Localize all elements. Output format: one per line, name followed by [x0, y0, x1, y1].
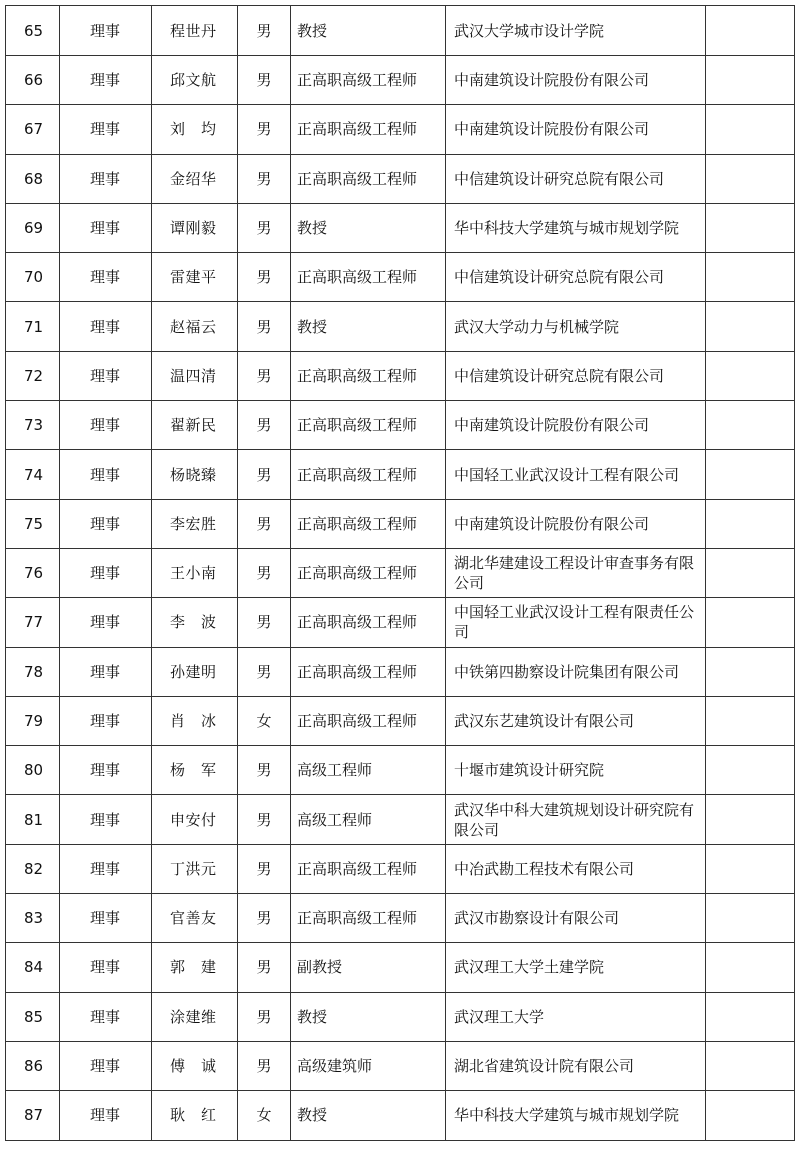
remarks-cell: [706, 6, 795, 56]
row-number: 68: [6, 154, 60, 203]
remarks-cell: [706, 795, 795, 844]
row-number: 75: [6, 499, 60, 548]
remarks-cell: [706, 598, 795, 647]
table-row: [6, 548, 795, 597]
table-row: [6, 647, 795, 696]
job-title-cell: 教授: [291, 302, 446, 351]
remarks-cell: [706, 992, 795, 1041]
remarks-cell: [706, 56, 795, 105]
name-cell: 刘 均: [152, 105, 238, 154]
role-cell: 理事: [60, 598, 152, 647]
name-cell: 王小南: [152, 548, 238, 597]
organization-cell: 武汉大学动力与机械学院: [446, 302, 706, 351]
organization-cell: 华中科技大学建筑与城市规划学院: [446, 203, 706, 252]
role-cell: 理事: [60, 943, 152, 992]
row-number: 78: [6, 647, 60, 696]
name-cell: 邱文航: [152, 56, 238, 105]
table-row: [6, 696, 795, 745]
role-cell: 理事: [60, 548, 152, 597]
row-number: 82: [6, 844, 60, 893]
remarks-cell: [706, 1091, 795, 1140]
organization-cell: 武汉市勘察设计有限公司: [446, 894, 706, 943]
name-cell: 金绍华: [152, 154, 238, 203]
table-row: [6, 992, 795, 1041]
organization-cell: 湖北华建建设工程设计审查事务有限公司: [446, 548, 706, 597]
job-title-cell: 正高职高级工程师: [291, 844, 446, 893]
job-title-cell: 教授: [291, 1091, 446, 1140]
name-cell: 肖 冰: [152, 696, 238, 745]
row-number: 76: [6, 548, 60, 597]
remarks-cell: [706, 844, 795, 893]
remarks-cell: [706, 450, 795, 499]
role-cell: 理事: [60, 105, 152, 154]
remarks-cell: [706, 105, 795, 154]
organization-cell: 中信建筑设计研究总院有限公司: [446, 154, 706, 203]
job-title-cell: 正高职高级工程师: [291, 253, 446, 302]
job-title-cell: 教授: [291, 6, 446, 56]
row-number: 67: [6, 105, 60, 154]
role-cell: 理事: [60, 351, 152, 400]
gender-cell: 男: [238, 302, 291, 351]
job-title-cell: 高级工程师: [291, 795, 446, 844]
table-row: [6, 253, 795, 302]
organization-cell: 中南建筑设计院股份有限公司: [446, 401, 706, 450]
table-row: [6, 894, 795, 943]
name-cell: 耿 红: [152, 1091, 238, 1140]
job-title-cell: 正高职高级工程师: [291, 401, 446, 450]
remarks-cell: [706, 746, 795, 795]
row-number: 81: [6, 795, 60, 844]
job-title-cell: 正高职高级工程师: [291, 894, 446, 943]
gender-cell: 男: [238, 548, 291, 597]
gender-cell: 男: [238, 795, 291, 844]
table-row: [6, 450, 795, 499]
name-cell: 程世丹: [152, 6, 238, 56]
name-cell: 郭 建: [152, 943, 238, 992]
organization-cell: 中南建筑设计院股份有限公司: [446, 105, 706, 154]
name-cell: 丁洪元: [152, 844, 238, 893]
gender-cell: 男: [238, 894, 291, 943]
job-title-cell: 正高职高级工程师: [291, 56, 446, 105]
gender-cell: 男: [238, 844, 291, 893]
organization-cell: 中国轻工业武汉设计工程有限公司: [446, 450, 706, 499]
row-number: 79: [6, 696, 60, 745]
remarks-cell: [706, 351, 795, 400]
gender-cell: 男: [238, 203, 291, 252]
gender-cell: 男: [238, 253, 291, 302]
gender-cell: 男: [238, 499, 291, 548]
job-title-cell: 高级建筑师: [291, 1041, 446, 1090]
remarks-cell: [706, 894, 795, 943]
row-number: 74: [6, 450, 60, 499]
role-cell: 理事: [60, 56, 152, 105]
table-row: [6, 105, 795, 154]
job-title-cell: 教授: [291, 203, 446, 252]
gender-cell: 女: [238, 1091, 291, 1140]
row-number: 70: [6, 253, 60, 302]
remarks-cell: [706, 401, 795, 450]
role-cell: 理事: [60, 450, 152, 499]
job-title-cell: 正高职高级工程师: [291, 647, 446, 696]
remarks-cell: [706, 302, 795, 351]
job-title-cell: 正高职高级工程师: [291, 105, 446, 154]
table-row: [6, 302, 795, 351]
name-cell: 李宏胜: [152, 499, 238, 548]
organization-cell: 中国轻工业武汉设计工程有限责任公司: [446, 598, 706, 647]
job-title-cell: 正高职高级工程师: [291, 450, 446, 499]
job-title-cell: 正高职高级工程师: [291, 696, 446, 745]
gender-cell: 男: [238, 598, 291, 647]
role-cell: 理事: [60, 401, 152, 450]
role-cell: 理事: [60, 746, 152, 795]
name-cell: 涂建维: [152, 992, 238, 1041]
organization-cell: 武汉理工大学土建学院: [446, 943, 706, 992]
role-cell: 理事: [60, 992, 152, 1041]
row-number: 73: [6, 401, 60, 450]
job-title-cell: 教授: [291, 992, 446, 1041]
remarks-cell: [706, 647, 795, 696]
row-number: 69: [6, 203, 60, 252]
gender-cell: 女: [238, 696, 291, 745]
name-cell: 雷建平: [152, 253, 238, 302]
gender-cell: 男: [238, 351, 291, 400]
organization-cell: 武汉理工大学: [446, 992, 706, 1041]
remarks-cell: [706, 154, 795, 203]
organization-cell: 中信建筑设计研究总院有限公司: [446, 253, 706, 302]
row-number: 84: [6, 943, 60, 992]
row-number: 86: [6, 1041, 60, 1090]
row-number: 83: [6, 894, 60, 943]
name-cell: 傅 诚: [152, 1041, 238, 1090]
job-title-cell: 副教授: [291, 943, 446, 992]
remarks-cell: [706, 696, 795, 745]
role-cell: 理事: [60, 499, 152, 548]
table-body: [6, 6, 795, 1141]
table-row: [6, 795, 795, 844]
job-title-cell: 正高职高级工程师: [291, 154, 446, 203]
name-cell: 孙建明: [152, 647, 238, 696]
job-title-cell: 高级工程师: [291, 746, 446, 795]
organization-cell: 武汉华中科大建筑规划设计研究院有限公司: [446, 795, 706, 844]
role-cell: 理事: [60, 1041, 152, 1090]
role-cell: 理事: [60, 647, 152, 696]
organization-cell: 中铁第四勘察设计院集团有限公司: [446, 647, 706, 696]
table-row: [6, 844, 795, 893]
gender-cell: 男: [238, 647, 291, 696]
name-cell: 官善友: [152, 894, 238, 943]
name-cell: 温四清: [152, 351, 238, 400]
role-cell: 理事: [60, 844, 152, 893]
role-cell: 理事: [60, 203, 152, 252]
table-row: [6, 598, 795, 647]
gender-cell: 男: [238, 401, 291, 450]
name-cell: 谭刚毅: [152, 203, 238, 252]
gender-cell: 男: [238, 6, 291, 56]
gender-cell: 男: [238, 56, 291, 105]
organization-cell: 中信建筑设计研究总院有限公司: [446, 351, 706, 400]
role-cell: 理事: [60, 302, 152, 351]
gender-cell: 男: [238, 154, 291, 203]
role-cell: 理事: [60, 696, 152, 745]
table-row: [6, 154, 795, 203]
row-number: 80: [6, 746, 60, 795]
row-number: 66: [6, 56, 60, 105]
row-number: 65: [6, 6, 60, 56]
table-row: [6, 1041, 795, 1090]
organization-cell: 中冶武勘工程技术有限公司: [446, 844, 706, 893]
gender-cell: 男: [238, 992, 291, 1041]
table-row: [6, 499, 795, 548]
name-cell: 赵福云: [152, 302, 238, 351]
table-row: [6, 56, 795, 105]
job-title-cell: 正高职高级工程师: [291, 499, 446, 548]
table-row: [6, 351, 795, 400]
organization-cell: 湖北省建筑设计院有限公司: [446, 1041, 706, 1090]
name-cell: 杨 军: [152, 746, 238, 795]
remarks-cell: [706, 1041, 795, 1090]
member-table: [5, 5, 795, 1141]
gender-cell: 男: [238, 746, 291, 795]
role-cell: 理事: [60, 253, 152, 302]
row-number: 77: [6, 598, 60, 647]
organization-cell: 华中科技大学建筑与城市规划学院: [446, 1091, 706, 1140]
organization-cell: 中南建筑设计院股份有限公司: [446, 56, 706, 105]
role-cell: 理事: [60, 154, 152, 203]
organization-cell: 武汉东艺建筑设计有限公司: [446, 696, 706, 745]
gender-cell: 男: [238, 450, 291, 499]
name-cell: 申安付: [152, 795, 238, 844]
remarks-cell: [706, 253, 795, 302]
name-cell: 翟新民: [152, 401, 238, 450]
role-cell: 理事: [60, 1091, 152, 1140]
organization-cell: 中南建筑设计院股份有限公司: [446, 499, 706, 548]
row-number: 72: [6, 351, 60, 400]
table-row: [6, 746, 795, 795]
organization-cell: 十堰市建筑设计研究院: [446, 746, 706, 795]
row-number: 87: [6, 1091, 60, 1140]
remarks-cell: [706, 548, 795, 597]
table-row: [6, 6, 795, 56]
job-title-cell: 正高职高级工程师: [291, 351, 446, 400]
job-title-cell: 正高职高级工程师: [291, 548, 446, 597]
gender-cell: 男: [238, 943, 291, 992]
job-title-cell: 正高职高级工程师: [291, 598, 446, 647]
gender-cell: 男: [238, 1041, 291, 1090]
role-cell: 理事: [60, 6, 152, 56]
name-cell: 李 波: [152, 598, 238, 647]
name-cell: 杨晓臻: [152, 450, 238, 499]
row-number: 85: [6, 992, 60, 1041]
remarks-cell: [706, 943, 795, 992]
gender-cell: 男: [238, 105, 291, 154]
table-row: [6, 203, 795, 252]
table-row: [6, 943, 795, 992]
organization-cell: 武汉大学城市设计学院: [446, 6, 706, 56]
row-number: 71: [6, 302, 60, 351]
table-row: [6, 1091, 795, 1140]
role-cell: 理事: [60, 894, 152, 943]
remarks-cell: [706, 203, 795, 252]
role-cell: 理事: [60, 795, 152, 844]
table-row: [6, 401, 795, 450]
remarks-cell: [706, 499, 795, 548]
